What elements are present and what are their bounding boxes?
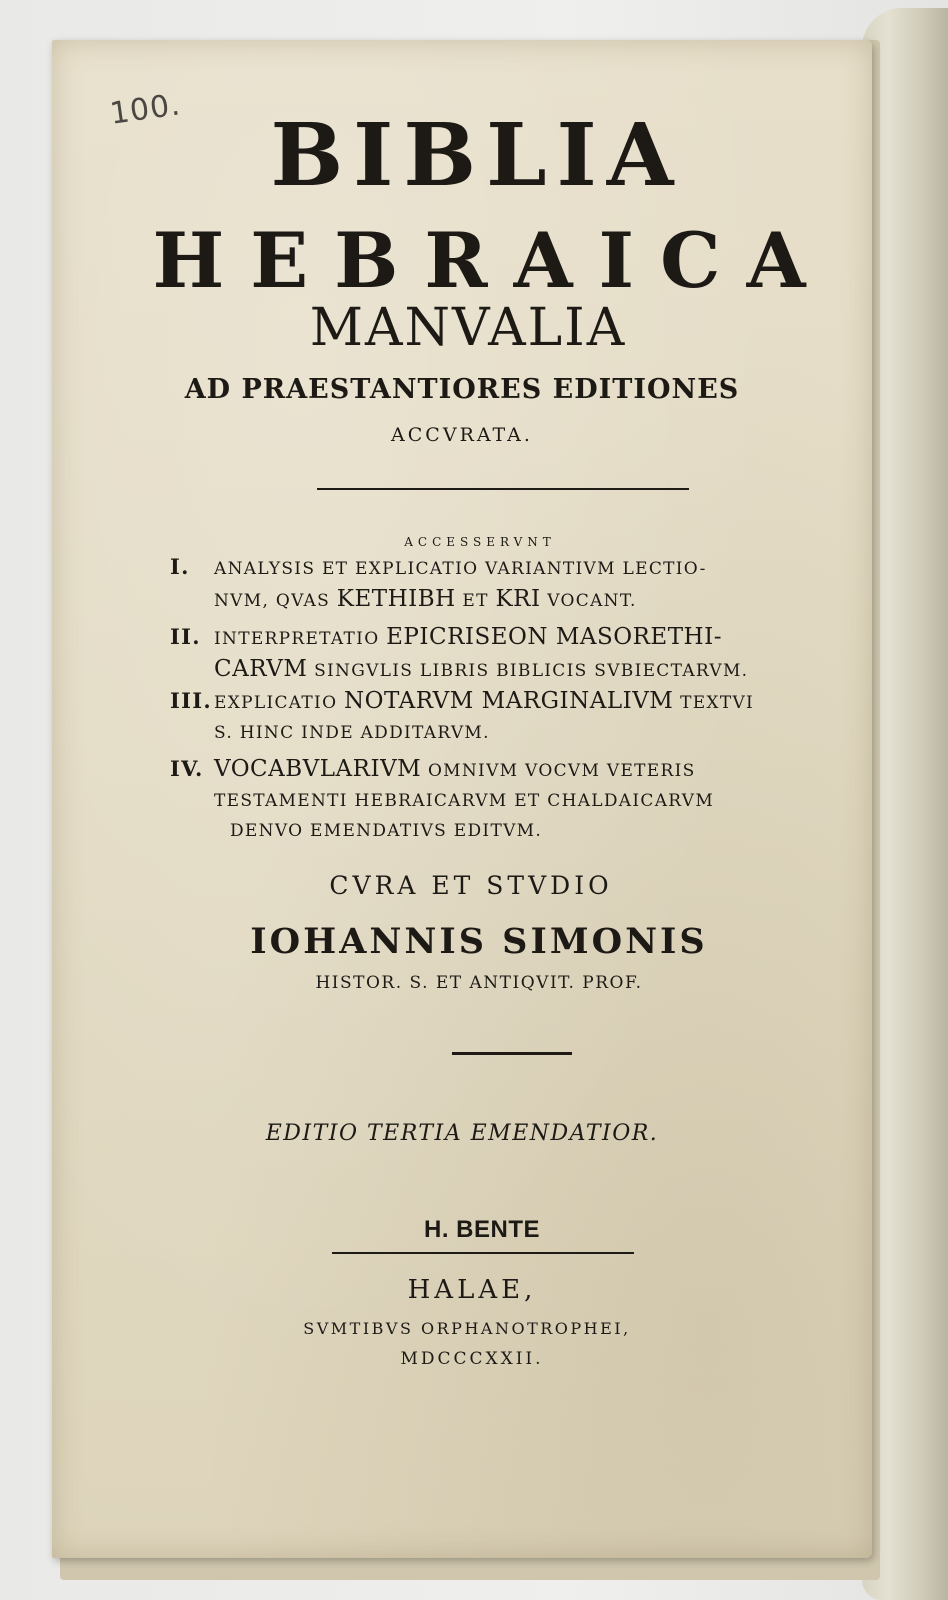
item-numeral: III. (170, 688, 212, 713)
title-line-4: AD PRAESTANTIORES EDITIONES (184, 374, 740, 405)
contents-item-1 (170, 552, 830, 616)
item-text: TEXTVI (673, 693, 755, 713)
title-line-5: ACCVRATA. (391, 424, 533, 446)
handwritten-note: 100. (107, 87, 183, 132)
edition-line: EDITIO TERTIA EMENDATIOR. (265, 1121, 659, 1146)
item-text-large: KETHIBH (336, 586, 456, 612)
item-text: OMNIVM VOCVM VETERIS (421, 761, 696, 781)
contents-item-4 (170, 754, 830, 846)
item-numeral: IV. (170, 756, 204, 781)
author-title: HISTOR. S. ET ANTIQVIT. PROF. (315, 973, 643, 993)
divider-rule-short (452, 1052, 572, 1055)
item-text-large: VOCABVLARIVM (214, 756, 422, 782)
item-text: VOCANT. (540, 591, 637, 611)
title-line-3: MANVALIA (309, 298, 627, 358)
item-line-2 (170, 584, 830, 616)
title-line-1: BIBLIA (270, 105, 684, 206)
author-name: IOHANNIS SIMONIS (250, 921, 708, 962)
item-text: INTERPRETATIO (214, 629, 387, 649)
contents-item-3 (170, 686, 830, 748)
item-text: NVM, QVAS (214, 591, 337, 611)
item-text: ET (455, 591, 496, 611)
item-text: EXPLICATIO (214, 693, 345, 713)
title-page (52, 40, 872, 1558)
accesserunt-heading: ACCESSERVNT (404, 535, 556, 549)
item-text: SINGVLIS LIBRIS BIBLICIS SVBIECTARVM. (307, 661, 749, 681)
divider-rule (317, 488, 689, 490)
item-text-large: NOTARVM MARGINALIVM (344, 688, 674, 714)
item-text-large: KRI (495, 586, 541, 612)
stamp-rule (332, 1252, 634, 1254)
contents-item-2 (170, 622, 830, 686)
publication-year: MDCCCXXII. (400, 1349, 544, 1369)
item-text-large: CARVM (214, 656, 308, 682)
item-line-3: DENVO EMENDATIVS EDITVM. (230, 821, 543, 841)
place-of-publication: HALAE, (407, 1275, 537, 1305)
item-numeral: I. (170, 554, 190, 579)
item-line-2 (170, 654, 830, 686)
publisher-line: SVMTIBVS ORPHANOTROPHEI, (303, 1319, 631, 1338)
owner-stamp: H. BENTE (423, 1216, 540, 1243)
item-text-large: EPICRISEON MASORETHI- (386, 624, 722, 650)
item-line-2: TESTAMENTI HEBRAICARVM ET CHALDAICARVM (214, 791, 715, 811)
title-line-2: HEBRAICA (152, 216, 832, 305)
item-text: ANALYSIS ET EXPLICATIO VARIANTIVM LECTIO- (214, 559, 707, 579)
item-numeral: II. (170, 624, 201, 649)
cura-line: CVRA ET STVDIO (329, 871, 613, 900)
item-line-2: S. HINC INDE ADDITARVM. (214, 723, 490, 743)
